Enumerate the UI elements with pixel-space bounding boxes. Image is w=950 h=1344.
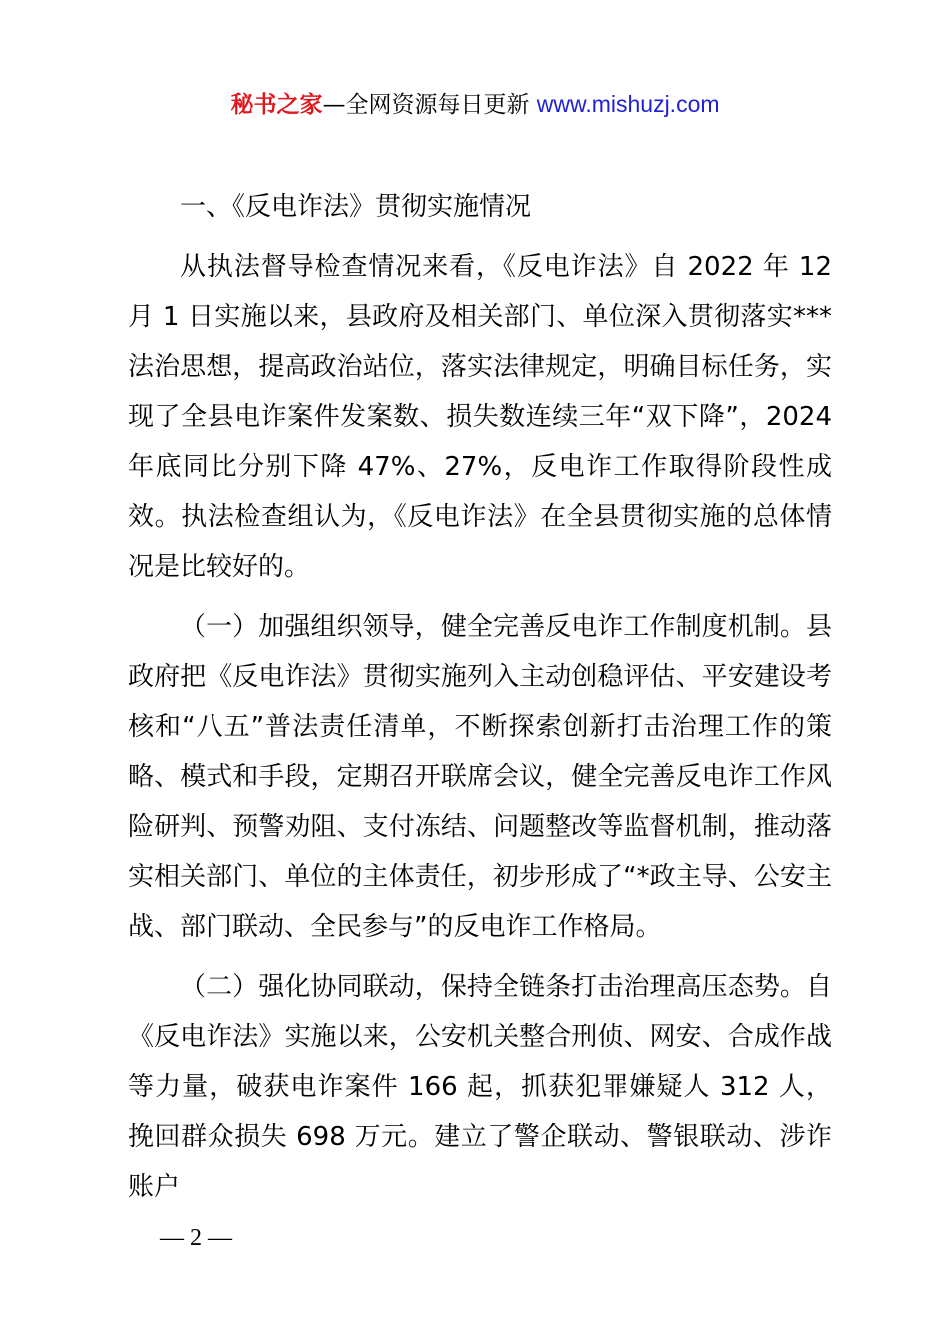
section-heading: 一、《反电诈法》贯彻实施情况 <box>180 192 532 222</box>
paragraph-overview: 从执法督导检查情况来看，《反电诈法》自 2022 年 12 月 1 日实施以来，县政府及相关部门、单位深入贯彻落实***法治思想，提高政治站位，落实法律规定，明确目标任务，实现了全县电诈案件发案数、损失数连续三年“双下降”，2024 年底同比分别下降 47%、27%，反电诈工作取得阶段性成效。执法检查组认为，《反电诈法》在全县贯彻实施的总体情况是比较好的。 <box>128 252 832 582</box>
page-number: — 2 — <box>160 1225 232 1251</box>
header-tagline: —全网资源每日更新 <box>322 92 530 118</box>
paragraph-organization: （一）加强组织领导，健全完善反电诈工作制度机制。县政府把《反电诈法》贯彻实施列入主动创稳评估、平安建设考核和“八五”普法责任清单，不断探索创新打击治理工作的策略、模式和手段，定期召开联席会议，健全完善反电诈工作风险研判、预警劝阻、支付冻结、问题整改等监督机制，推动落实相关部门、单位的主体责任，初步形成了“*政主导、公安主战、部门联动、全民参与”的反电诈工作格局。 <box>128 612 832 942</box>
site-url-link[interactable]: www.mishuzj.com <box>536 91 720 117</box>
brand-name: 秘书之家 <box>230 92 323 118</box>
paragraph-coordination: （二）强化协同联动，保持全链条打击治理高压态势。自《反电诈法》实施以来，公安机关整合刑侦、网安、合成作战等力量，破获电诈案件 166 起，抓获犯罪嫌疑人 312 人，挽回群众损失 698 万元。建立了警企联动、警银联动、涉诈账户 <box>128 972 832 1202</box>
page-header <box>0 88 950 121</box>
document-body <box>128 182 832 1222</box>
